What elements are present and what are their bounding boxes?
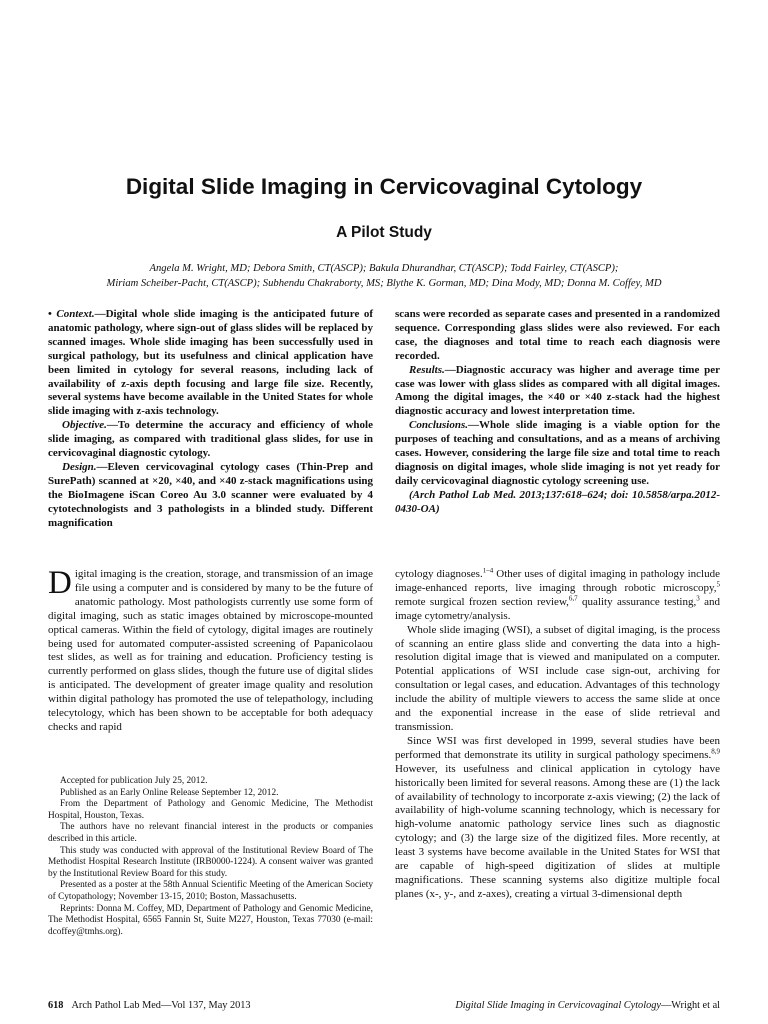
page-footer-left <box>48 1000 251 1011</box>
objective-label: Objective. <box>62 419 107 432</box>
abstract-right-column <box>395 308 720 546</box>
footnotes <box>48 776 373 991</box>
body-paragraph: Whole slide imaging (WSI), a subset of digital imaging, is the process of scanning an entire glass slide and converting the data into a high-resolution digital image that is viewed and manipulated on a computer. Potential applications of WSI include case sign-out, archiving for consultation or legal cases, and education. Advantages of this technology include the ability of multiple viewers to access the same slide at once and the exponential increase in the ease of slide retrieval and transmission. <box>395 623 720 733</box>
citation-ref: 8,9 <box>711 747 720 756</box>
footnote: The authors have no relevant financial interest in the products or companies described in this article. <box>48 822 373 844</box>
abstract-citation: (Arch Pathol Lab Med. 2013;137:618–624; doi: 10.5858/arpa.2012-0430-OA) <box>395 488 720 515</box>
abstract-results <box>395 364 720 420</box>
author-list <box>20 261 748 291</box>
footnote: This study was conducted with approval of the Institutional Review Board of The Methodist Hospital Research Institute (IRB0000-1224). A consent waiver was granted by the Institutional Review Board for this study. <box>48 845 373 879</box>
body-paragraph: Since WSI was first developed in 1999, several studies have been performed that demonstrate its utility in surgical pathology specimens.$^{8,9}$ However, its usefulness and clinical application in cytology have historically been limited for several reasons. Among these are (1) the lack of availability of technology to incorporate z-axis viewing; (2) the lack of availability of high-volume scanning technology, which is necessary for high-volume anatomic pathology service lines such as diagnostic cytology; and (3) the large size of the digitized files. More recently, at least 3 systems have become available in the United States for WSI that are capable of high-speed digitization of slides at multiple magnifications. These scanning systems also digitize multiple focal planes (x-, y-, and z-axes), creating a virtual 3-dimensional depth <box>395 734 720 900</box>
citation-ref: 3 <box>696 594 700 603</box>
journal-info: Arch Pathol Lab Med—Vol 137, May 2013 <box>71 1000 251 1011</box>
design-text: —Eleven cervicovaginal cytology cases (Thin-Prep and SurePath) scanned at ×20, ×40, and ×40 z-stack magnifications using the BioImagene iScan Coreo Au 3.0 scanner were evaluated by 4 cytotechnologists and 3 pathologists in a blinded study. Different magnification <box>48 460 373 529</box>
authors-line-1: Angela M. Wright, MD; Debora Smith, CT(ASCP); Bakula Dhurandhar, CT(ASCP); Todd Fairley, CT(ASCP); <box>149 263 619 274</box>
citation-ref: 5 <box>716 580 720 589</box>
abstract-design <box>48 461 373 531</box>
abstract-left-column <box>48 308 373 546</box>
results-label: Results. <box>409 363 445 376</box>
footnote: Reprints: Donna M. Coffey, MD, Department of Pathology and Genomic Medicine, The Methodist Hospital, 6565 Fannin St, Suite M227, Houston, Texas 77030 (e-mail: dcoffey@tmhs.org). <box>48 903 373 937</box>
design-label: Design. <box>62 460 97 473</box>
page-number: 618 <box>48 1000 64 1011</box>
authors-line-2: Miriam Scheiber-Pacht, CT(ASCP); Subhendu Chakraborty, MS; Blythe K. Gorman, MD; Dina Mody, MD; Donna M. Coffey, MD <box>106 278 662 289</box>
running-author: —Wright et al <box>660 1000 720 1011</box>
body-right-column <box>395 568 720 1000</box>
results-text: —Diagnostic accuracy was higher and average time per case was lower with glass slides as compared with all digital images. Among the digital images, the ×40 or ×40 z-stack had the highest diagnostic accuracy and lowest interpretation time. <box>395 363 720 418</box>
context-text: —Digital whole slide imaging is the anticipated future of anatomic pathology, where sign-out of glass slides will be replaced by scanned images. Whole slide imaging has been successfully used in surgical pathology, but its usefulness and clinical application have been limited in cytology for several reasons, including lack of availability of z-axis depth focusing and large file size. Recently, several systems have become available in the United States for whole slide imaging with z-axis technology. <box>48 308 374 418</box>
footnote: Published as an Early Online Release September 12, 2012. <box>60 787 279 798</box>
abstract-design-continued: scans were recorded as separate cases and presented in a randomized sequence. Corresponding glass slides were also reviewed. For each case, the diagnoses and total time to reach each diagnosis were recorded. <box>395 308 720 362</box>
conclusions-text: —Whole slide imaging is a viable option for the purposes of teaching and consultations, and as a means of archiving cases. However, considering the large file size and total time to reach diagnosis on digital images, whole slide imaging is not yet ready for daily cervicovaginal diagnostic cytology screening use. <box>395 419 720 487</box>
footnote: Presented as a poster at the 58th Annual Scientific Meeting of the American Society of Cytopathology; November 13-15, 2010; Boston, Massachusetts. <box>48 880 373 902</box>
body-paragraph: Digital imaging is the creation, storage, and transmission of an image file using a computer and is considered by many to be the future of anatomic pathology. Most pathologists currently use some form of digital imaging, such as static images obtained by microscope-mounted optical cameras. Within the field of cytology, digital images are routinely being used for automated computer-assisted screening of Papanicolaou test slides, as well as for training and education. Proficiency testing is currently performed on glass slides, though the future use of digital slides is anticipated. The development of greater image quality and resolution within digital pathology has promoted the use of telepathology, including telecytology, which has been shown to be acceptable for both adequacy checks and rapid <box>48 568 373 733</box>
body-left-column <box>48 568 373 778</box>
abstract-context <box>48 308 373 419</box>
context-label: Context. <box>56 308 95 320</box>
footnote: From the Department of Pathology and Genomic Medicine, The Methodist Hospital, Houston, Texas. <box>48 799 373 821</box>
drop-cap: D <box>48 568 72 601</box>
bullet-icon: • <box>48 308 52 320</box>
citation-ref: 6,7 <box>568 594 578 603</box>
citation-ref: 1–4 <box>482 568 494 575</box>
abstract-objective <box>48 419 373 461</box>
body-paragraph: cytology diagnoses.$^{1-4}$ Other uses of digital imaging in pathology include image-enhanced reports, live imaging through robotic microscopy,$^5$ remote surgical frozen section review,$^{6,7}$ quality assurance testing,$^3$ and image cytometry/analysis. <box>395 568 720 622</box>
conclusions-label: Conclusions. <box>409 419 468 432</box>
article-title: Digital Slide Imaging in Cervicovaginal Cytology <box>125 174 643 199</box>
page-footer-right <box>455 1000 720 1011</box>
objective-text: —To determine the accuracy and efficiency of whole slide imaging, as compared with traditional glass slides, for use in cervicovaginal diagnostic cytology. <box>48 419 373 460</box>
running-title: Digital Slide Imaging in Cervicovaginal Cytology <box>455 1000 661 1011</box>
footnote: Accepted for publication July 25, 2012. <box>60 776 208 786</box>
abstract-conclusions <box>395 419 720 489</box>
article-subtitle: A Pilot Study <box>336 224 432 241</box>
